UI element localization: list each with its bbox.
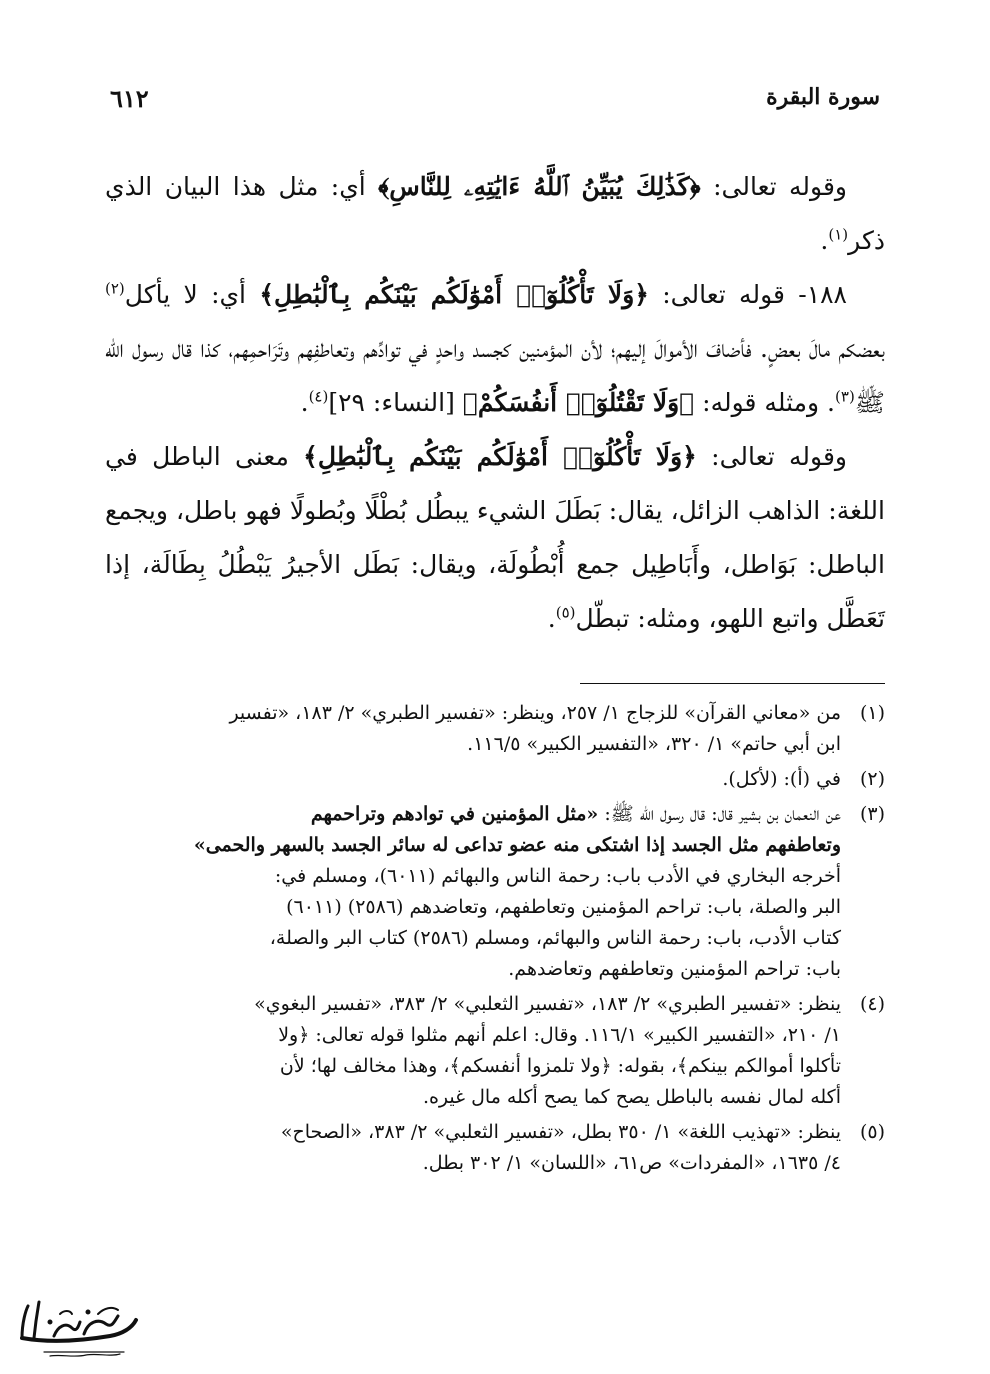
footnote-text bbox=[105, 764, 841, 795]
footnote-line: من «معاني القرآن» للزجاج ١/ ٢٥٧، وينظر: «تفسير الطبري» ٢/ ١٨٣، «تفسير bbox=[229, 702, 841, 724]
footnote-1 bbox=[105, 698, 885, 760]
text-run: معنى الباطل في اللغة: الذاهب الزائل، يقال: بَطَلَ الشيء يبطُل بُطْلًا وبُطولًا فهو باطل، ويجمع الباطل: بَوَاطل، وأَبَاطِيل جمع أُبْطُولَة، ويقال: بَطَل الأجيرُ يَبْطُلُ بِطَالَة، إذا تَعَطَّل واتبع اللهو، ومثله: تبطّل bbox=[105, 442, 885, 633]
hadith-text: وتعاطفهم مثل الجسد إذا اشتكى منه عضو تداعى له سائر الجسد بالسهر والحمى» bbox=[193, 834, 841, 856]
paragraph-2 bbox=[105, 268, 885, 430]
text-run: . bbox=[547, 604, 556, 633]
footnote-ref[interactable]: (٣) bbox=[835, 387, 855, 406]
hadith-intro: عن النعمان بن بشير قال: قال رسول الله ﷺ: bbox=[598, 803, 841, 825]
footnote-ref[interactable]: (٤) bbox=[308, 387, 329, 406]
page-header bbox=[110, 84, 880, 124]
page-number: ٦١٢ bbox=[110, 84, 149, 113]
footnote-number: (١) bbox=[859, 702, 885, 724]
hadith-text: «مثل المؤمنين في توادهم وتراحمهم bbox=[310, 803, 599, 825]
footnote-ref[interactable]: (١) bbox=[828, 225, 849, 244]
text-run: . bbox=[300, 388, 309, 417]
text-run: وقوله تعالى: bbox=[696, 442, 847, 471]
text-run: ١٨٨- قوله تعالى: bbox=[648, 280, 847, 309]
footnote-ref[interactable]: (٢) bbox=[105, 279, 125, 298]
footnote-line: ١/ ٢١٠، «التفسير الكبير» ١١٦/١. وقال: اعلم أنهم مثلوا قوله تعالى: ﴿ولا bbox=[278, 1024, 841, 1046]
footnote-2 bbox=[105, 764, 885, 795]
footnote-line: ٤/ ١٦٣٥، «المفردات» ص٦١، «اللسان» ١/ ٣٠٢ بطل. bbox=[422, 1152, 841, 1174]
footnote-line: البر والصلة، باب: تراحم المؤمنين وتعاطفهم، وتعاضدهم (٢٥٨٦) (٦٠١١) bbox=[286, 896, 841, 918]
text-run: وقوله تعالى: bbox=[700, 172, 847, 201]
paragraph-3 bbox=[105, 430, 885, 646]
footnote-line: ينظر: «تهذيب اللغة» ١/ ٣٥٠ بطل، «تفسير الثعلبي» ٢/ ٣٨٣، «الصحاح» bbox=[280, 1121, 841, 1143]
text-run: أي: لا يأكل bbox=[124, 280, 260, 309]
footnote-5 bbox=[105, 1117, 885, 1179]
footnote-text bbox=[105, 989, 841, 1113]
footnote-line: ينظر: «تفسير الطبري» ٢/ ١٨٣، «تفسير الثعلبي» ٢/ ٣٨٣، «تفسير البغوي» bbox=[254, 993, 841, 1015]
text-run: . bbox=[820, 226, 829, 255]
footnote-separator bbox=[580, 683, 885, 684]
footnote-number: (٥) bbox=[859, 1121, 885, 1143]
footnote-3 bbox=[105, 799, 885, 985]
footnote-line: في (أ): (لأكل). bbox=[722, 768, 841, 790]
footnote-4 bbox=[105, 989, 885, 1113]
footnote-line: ابن أبي حاتم» ١/ ٣٢٠، «التفسير الكبير» ١١٦/٥. bbox=[467, 733, 841, 755]
text-run: أي: مثل هذا البيان الذي ذكر bbox=[105, 172, 885, 255]
paragraph-1 bbox=[105, 160, 885, 268]
quran-verse: ﴿وَلَا تَأْكُلُوٓا۟ أَمْوَٰلَكُم بَيْنَكُم بِٱلْبَٰطِلِ﴾ bbox=[259, 280, 649, 309]
footnote-line bbox=[105, 799, 841, 830]
footnote-text bbox=[105, 1117, 841, 1179]
footnote-line: باب: تراحم المؤمنين وتعاطفهم وتعاضدهم. bbox=[508, 958, 841, 980]
footnote-ref[interactable]: (٥) bbox=[555, 603, 576, 622]
footnote-number: (٤) bbox=[859, 993, 885, 1015]
quran-verse: ﴿وَلَا تَقْتُلُوٓا۟ أَنفُسَكُمْ﴾ bbox=[462, 388, 695, 417]
text-run: بعضكم مالَ بعضٍ. فأضافَ الأموالَ إليهم؛ لأن المؤمنين كجسد واحدٍ في توادِّهم وتعاطفِهم وتَرَاحمِهم، كذا قال رسول الله ﷺ bbox=[105, 334, 885, 417]
text-run: [النساء: ٢٩] bbox=[328, 388, 463, 417]
main-text bbox=[105, 160, 885, 646]
footnote-line: تأكلوا أموالكم بينكم﴾، بقوله: ﴿ولا تلمزوا أنفسكم﴾، وهذا مخالف لها؛ لأن bbox=[279, 1055, 841, 1077]
quran-verse: ﴿وَلَا تَأْكُلُوٓا۟ أَمْوَٰلَكُم بَيْنَكُم بِٱلْبَٰطِلِ﴾ bbox=[303, 442, 697, 471]
footnote-line: كتاب الأدب، باب: رحمة الناس والبهائم، ومسلم (٢٥٨٦) كتاب البر والصلة، bbox=[269, 927, 841, 949]
quran-verse: ﴿كَذَٰلِكَ يُبَيِّنُ ٱللَّهُ ءَايَٰتِهِۦ لِلنَّاسِ﴾ bbox=[378, 172, 701, 201]
footnote-line: أخرجه البخاري في الأدب باب: رحمة الناس والبهائم (٦٠١١)، ومسلم في: bbox=[274, 865, 841, 887]
text-run: . ومثله قوله: bbox=[694, 388, 836, 417]
footnote-number: (٣) bbox=[859, 803, 885, 825]
footnote-text bbox=[105, 698, 841, 760]
footnotes bbox=[105, 698, 885, 1183]
footnote-line: أكله لمال نفسه بالباطل يصح كما يصح أكله مال غيره. bbox=[422, 1086, 841, 1108]
publisher-logo bbox=[14, 1292, 144, 1364]
footnote-text bbox=[105, 799, 841, 985]
surah-title: سورة البقرة bbox=[766, 84, 880, 110]
footnote-number: (٢) bbox=[859, 768, 885, 790]
